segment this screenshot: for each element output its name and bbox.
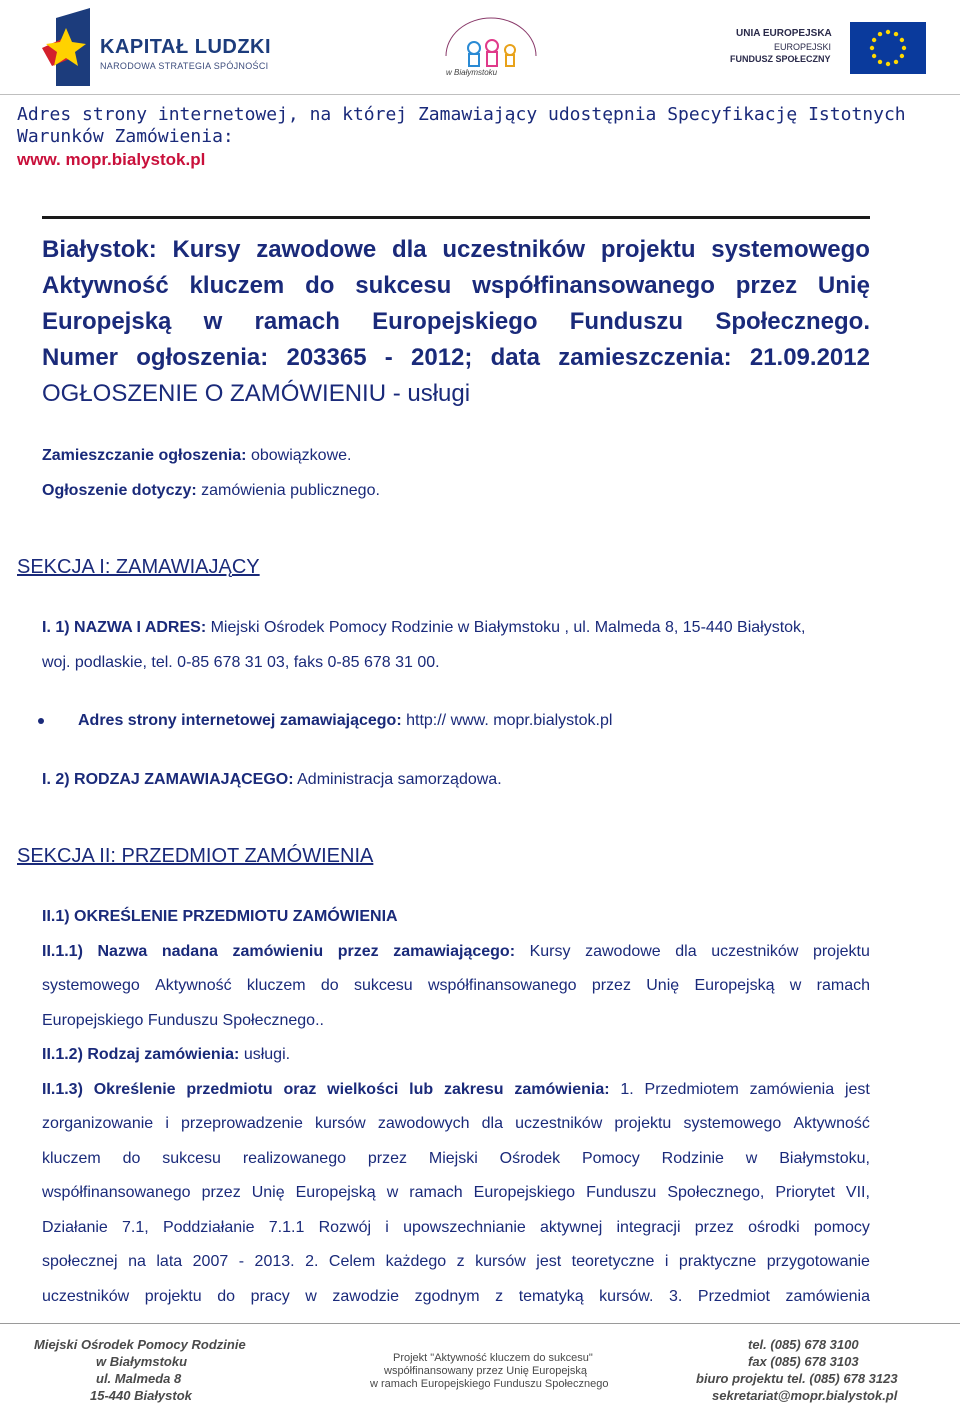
eu-star-icon xyxy=(872,54,876,58)
word: współfinansowanego xyxy=(472,272,715,299)
publication-mode-value: obowiązkowe. xyxy=(246,447,352,464)
word: przez xyxy=(694,1219,734,1236)
word: w xyxy=(789,977,802,994)
word: Unię xyxy=(646,977,680,994)
word: Europejską xyxy=(694,977,775,994)
word: kursów xyxy=(475,1253,526,1270)
word: Aktywność xyxy=(42,272,169,299)
word: Przedmiot xyxy=(697,1288,770,1305)
word: Priorytet xyxy=(775,1184,835,1201)
title-line-4 xyxy=(42,344,870,372)
authority-type-label: I. 2) RODZAJ ZAMAWIAJĄCEGO: xyxy=(42,771,294,788)
word: Białystok: xyxy=(42,236,157,263)
word: w xyxy=(203,308,223,335)
authority-website-link[interactable]: http:// www. mopr.bialystok.pl xyxy=(401,712,613,729)
word: zamieszczenia: xyxy=(558,344,732,371)
word: Poddziałanie xyxy=(162,1219,255,1236)
word: data xyxy=(490,344,540,371)
word: i xyxy=(385,1219,389,1236)
word: Pomocy xyxy=(581,1150,640,1167)
word: 7.1, xyxy=(122,1219,149,1236)
eu-star-icon xyxy=(886,62,890,66)
mopr-logo xyxy=(436,16,546,76)
word: 7.1.1 xyxy=(268,1219,305,1236)
intro-line-2: Warunków Zamówienia: xyxy=(17,126,234,147)
contract-name-line-3: Europejskiego Funduszu Społecznego.. xyxy=(42,1012,324,1029)
word: zakresu xyxy=(443,1081,504,1098)
contract-kind-value: usługi. xyxy=(239,1046,291,1063)
authority-website-label: Adres strony internetowej zamawiającego: xyxy=(78,712,402,729)
notice-concerns-label: Ogłoszenie dotyczy: xyxy=(42,482,197,499)
word: kluczem xyxy=(189,272,285,299)
word: 2013. xyxy=(254,1253,295,1270)
contract-name-line-1 xyxy=(42,943,870,961)
word: systemowego xyxy=(711,236,870,263)
eu-star-icon xyxy=(870,46,874,50)
footer-divider xyxy=(0,1323,960,1324)
title-divider xyxy=(42,216,870,219)
word: uczestników xyxy=(442,236,586,263)
word: - xyxy=(384,344,393,371)
word: projektu xyxy=(144,1288,202,1305)
bullet-icon xyxy=(38,718,44,724)
word: przez xyxy=(337,943,379,960)
word: Unię xyxy=(817,272,870,299)
word: VII, xyxy=(845,1184,870,1201)
word: Europejską xyxy=(295,1184,376,1201)
word: Europejskiego xyxy=(372,308,538,335)
word: sukcesu xyxy=(162,1150,221,1167)
eu-star-icon xyxy=(902,46,906,50)
eu-star-icon xyxy=(878,60,882,64)
word: pracy xyxy=(250,1288,290,1305)
kapital-ludzki-subtitle: NARODOWA STRATEGIA SPÓJNOŚCI xyxy=(100,61,269,71)
word: i xyxy=(165,1115,169,1132)
word: 3. xyxy=(668,1288,683,1305)
contract-scope-line-7 xyxy=(42,1288,870,1306)
word: jest xyxy=(536,1253,562,1270)
word: Aktywność xyxy=(793,1115,870,1132)
word: Unię xyxy=(251,1184,285,1201)
eu-star-icon xyxy=(878,32,882,36)
word: zamawiającego: xyxy=(393,943,516,960)
notice-concerns-value: zamówienia publicznego. xyxy=(196,482,380,499)
word: uczestników xyxy=(42,1288,130,1305)
title-line-1 xyxy=(42,236,870,264)
word: współfinansowanego xyxy=(42,1184,191,1201)
word: Europejską xyxy=(42,308,172,335)
word: ramach xyxy=(409,1184,463,1201)
authority-type-value: Administracja samorządowa. xyxy=(293,771,502,788)
word: uczestników xyxy=(711,943,799,960)
word: 2007 xyxy=(192,1253,229,1270)
contract-scope-line-3 xyxy=(42,1150,870,1168)
contract-kind xyxy=(42,1046,290,1064)
word: integracji xyxy=(616,1219,681,1236)
word: uczestników xyxy=(515,1115,603,1132)
word: - xyxy=(238,1253,245,1270)
word: Przedmiotem xyxy=(644,1081,739,1098)
word: systemowego xyxy=(42,977,140,994)
word: dla xyxy=(481,1115,503,1132)
ue-label-3: FUNDUSZ SPOŁECZNY xyxy=(730,54,831,64)
eu-star-icon xyxy=(894,60,898,64)
contracting-authority-address xyxy=(42,619,806,637)
word: w xyxy=(745,1150,758,1167)
intro-line-1: Adres strony internetowej, na której Zamawiający udostępnia Specyfikację Istotnych xyxy=(17,104,906,125)
word: Numer xyxy=(42,344,119,371)
word: zorganizowanie xyxy=(42,1115,154,1132)
contract-scope-line-5 xyxy=(42,1219,870,1237)
word: Celem xyxy=(328,1253,376,1270)
authority-website xyxy=(78,712,612,730)
word: pomocy xyxy=(813,1219,870,1236)
notice-concerns xyxy=(42,482,380,500)
subject-definition-heading: II.1) OKREŚLENIE PRZEDMIOTU ZAMÓWIENIA xyxy=(42,908,398,925)
word: z xyxy=(495,1288,504,1305)
word: Kursy xyxy=(529,943,571,960)
word: wielkości xyxy=(327,1081,399,1098)
word: zawodowe xyxy=(585,943,661,960)
word: Działanie xyxy=(42,1219,108,1236)
contract-scope-line-4 xyxy=(42,1184,870,1202)
word: realizowanego xyxy=(242,1150,346,1167)
contracting-authority-label: I. 1) NAZWA I ADRES: xyxy=(42,619,207,636)
word: ogłoszenia: xyxy=(136,344,269,371)
mopr-family-icon xyxy=(436,16,546,76)
contract-scope-line-1 xyxy=(42,1081,870,1099)
word: Nazwa xyxy=(97,943,148,960)
footer-org-postcode: 15-440 Białystok xyxy=(90,1388,192,1403)
ue-label-2: EUROPEJSKI xyxy=(774,42,832,52)
mopr-city-label: w Białymstoku xyxy=(446,68,498,77)
contract-scope-line-6 xyxy=(42,1253,870,1271)
contracting-authority-value: Miejski Ośrodek Pomocy Rodzinie w Białymstoku , ul. Malmeda 8, 15-440 Białystok, xyxy=(206,619,806,636)
word: przez xyxy=(367,1150,407,1167)
word: Społecznego. xyxy=(715,308,870,335)
footer-project-line-3: w ramach Europejskiego Funduszu Społecznego xyxy=(370,1378,609,1390)
notice-type: OGŁOSZENIE O ZAMÓWIENIU - usługi xyxy=(42,380,471,407)
word: przeprowadzenie xyxy=(181,1115,303,1132)
title-line-3 xyxy=(42,308,870,336)
word: 21.09.2012 xyxy=(749,344,870,371)
word: lub xyxy=(409,1081,434,1098)
word: do xyxy=(305,272,335,299)
word: współfinansowanego xyxy=(427,977,577,994)
word: sukcesu xyxy=(353,977,413,994)
word: 2012; xyxy=(411,344,473,371)
word: kluczem xyxy=(246,977,306,994)
footer-email-link[interactable]: sekretariat@mopr.bialystok.pl xyxy=(712,1388,898,1403)
word: do xyxy=(122,1150,141,1167)
section-2-heading: SEKCJA II: PRZEDMIOT ZAMÓWIENIA xyxy=(17,845,374,867)
word: w xyxy=(386,1184,399,1201)
footer-project-phone: biuro projektu tel. (085) 678 3123 xyxy=(696,1371,898,1386)
word: każdego xyxy=(385,1253,447,1270)
section-1-heading: SEKCJA I: ZAMAWIAJĄCY xyxy=(17,556,260,578)
word: przez xyxy=(201,1184,241,1201)
word: Ośrodek xyxy=(499,1150,561,1167)
footer-phone: tel. (085) 678 3100 xyxy=(748,1337,859,1352)
word: sukcesu xyxy=(355,272,452,299)
word: 1. xyxy=(620,1081,634,1098)
header-divider xyxy=(0,94,960,95)
word: w xyxy=(305,1288,317,1305)
word: zawodzie xyxy=(332,1288,400,1305)
word: 203365 xyxy=(286,344,367,371)
eu-flag-icon xyxy=(850,22,926,74)
word: Rozwój xyxy=(318,1219,372,1236)
word: praktyczne xyxy=(678,1253,757,1270)
kapital-ludzki-logo xyxy=(42,8,292,86)
authority-type xyxy=(42,771,502,789)
contracting-authority-contact: woj. podlaskie, tel. 0-85 678 31 03, faks 0-85 678 31 00. xyxy=(42,654,440,671)
word: kluczem xyxy=(42,1150,101,1167)
footer-org-city: w Białymstoku xyxy=(96,1354,188,1369)
word: II.1.3) xyxy=(42,1081,83,1098)
word: upowszechnianie xyxy=(403,1219,526,1236)
ue-logo xyxy=(730,20,930,74)
word: nadana xyxy=(161,943,218,960)
contract-name-line-2 xyxy=(42,977,870,995)
word: z xyxy=(456,1253,465,1270)
word: zamówienia xyxy=(749,1081,835,1098)
word: do xyxy=(320,977,339,994)
word: Funduszu xyxy=(569,308,684,335)
siwz-url-link[interactable]: www. mopr.bialystok.pl xyxy=(17,150,206,169)
publication-mode xyxy=(42,447,351,465)
word: teoretyczne xyxy=(571,1253,655,1270)
word: oraz xyxy=(283,1081,317,1098)
word: II.1.1) xyxy=(42,943,83,960)
word: kursów. xyxy=(599,1288,654,1305)
word: Aktywność xyxy=(155,977,232,994)
word: Rodzinie xyxy=(661,1150,724,1167)
word: projektu xyxy=(614,1115,672,1132)
word: i xyxy=(664,1253,669,1270)
word: przygotowanie xyxy=(766,1253,870,1270)
word: zamówienia: xyxy=(514,1081,610,1098)
word: Funduszu xyxy=(586,1184,657,1201)
eu-star-icon xyxy=(886,30,890,34)
word: lata xyxy=(156,1253,183,1270)
word: Społecznego, xyxy=(667,1184,765,1201)
footer-fax: fax (085) 678 3103 xyxy=(748,1354,859,1369)
word: Kursy xyxy=(172,236,241,263)
ue-label-1: UNIA EUROPEJSKA xyxy=(736,28,832,39)
word: społecznej xyxy=(42,1253,118,1270)
footer-org-name: Miejski Ośrodek Pomocy Rodzinie xyxy=(34,1337,246,1352)
word: ośrodki xyxy=(748,1219,800,1236)
word: Europejskiego xyxy=(473,1184,576,1201)
word: systemowego xyxy=(683,1115,782,1132)
eu-star-icon xyxy=(900,54,904,58)
word: zgodnym xyxy=(414,1288,480,1305)
word: projektu xyxy=(812,943,870,960)
kapital-ludzki-star-icon xyxy=(42,8,90,86)
word: 2. xyxy=(305,1253,319,1270)
word: jest xyxy=(844,1081,870,1098)
word: dla xyxy=(675,943,697,960)
contract-kind-label: II.1.2) Rodzaj zamówienia: xyxy=(42,1046,240,1063)
word: Miejski xyxy=(428,1150,478,1167)
word: zawodowych xyxy=(377,1115,470,1132)
footer-project-line-2: współfinansowany przez Unię Europejską xyxy=(384,1365,587,1377)
contract-scope-line-2 xyxy=(42,1115,870,1133)
publication-mode-label: Zamieszczanie ogłoszenia: xyxy=(42,447,247,464)
word: Określenie xyxy=(93,1081,176,1098)
word: ramach xyxy=(254,308,340,335)
kapital-ludzki-title: KAPITAŁ LUDZKI xyxy=(100,36,272,58)
title-line-2 xyxy=(42,272,870,300)
word: ramach xyxy=(816,977,870,994)
word: przedmiotu xyxy=(186,1081,273,1098)
word: zamówienia xyxy=(785,1288,870,1305)
word: na xyxy=(128,1253,146,1270)
footer-project-line-1: Projekt "Aktywność kluczem do sukcesu" xyxy=(393,1352,593,1364)
footer-org-street: ul. Malmeda 8 xyxy=(96,1371,182,1386)
word: kursów xyxy=(315,1115,366,1132)
word: projektu xyxy=(600,236,696,263)
word: zawodowe xyxy=(256,236,377,263)
word: przez xyxy=(735,272,798,299)
eu-star-icon xyxy=(872,38,876,42)
word: do xyxy=(217,1288,235,1305)
word: aktywnej xyxy=(540,1219,603,1236)
eu-star-icon xyxy=(894,32,898,36)
eu-star-icon xyxy=(900,38,904,42)
word: Białymstoku, xyxy=(779,1150,870,1167)
word: dla xyxy=(391,236,427,263)
word: przez xyxy=(591,977,631,994)
word: tematyką xyxy=(518,1288,584,1305)
word: zamówieniu xyxy=(232,943,324,960)
